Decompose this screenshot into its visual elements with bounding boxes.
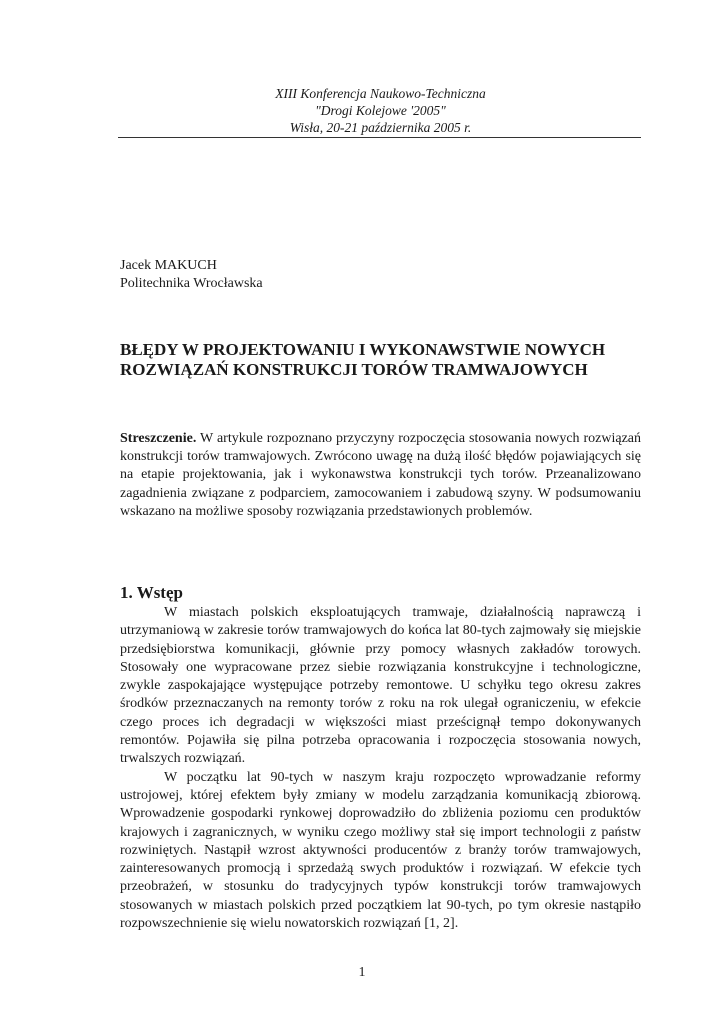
conference-place-date: Wisła, 20-21 października 2005 r.	[289, 120, 472, 135]
paper-title	[120, 340, 641, 380]
paper-title-line-1: BŁĘDY W PROJEKTOWANIU I WYKONAWSTWIE NOWYCH	[120, 340, 606, 359]
section-body	[120, 604, 641, 933]
conference-edition: "Drogi Kolejowe '2005"	[315, 103, 446, 118]
paper-title-line-2: ROZWIĄZAŃ KONSTRUKCJI TORÓW TRAMWAJOWYCH	[120, 360, 588, 379]
author-block	[120, 257, 263, 293]
header-rule	[118, 137, 641, 138]
abstract-text: W artykule rozpoznano przyczyny rozpoczęcia stosowania nowych rozwiązań konstrukcji torów tramwajowych. Zwrócono uwagę na dużą ilość błędów pojawiających się na etapie projektowania, jak i wykonawstwa konstrukcji tych torów. Przeanalizowano zagadnienia związane z podparciem, zamocowaniem i zabudową szyny. W podsumowaniu wskazano na możliwe sposoby rozwiązania przedstawionych problemów.	[120, 431, 642, 519]
conference-header	[120, 85, 641, 136]
abstract-label: Streszczenie.	[120, 431, 197, 446]
conference-name: XIII Konferencja Naukowo-Techniczna	[275, 86, 486, 101]
section-heading: 1. Wstęp	[120, 583, 183, 602]
page-number: 1	[358, 965, 366, 980]
abstract	[120, 430, 641, 521]
author-affiliation: Politechnika Wrocławska	[120, 276, 263, 291]
author-name: Jacek MAKUCH	[120, 258, 217, 273]
body-paragraph: W miastach polskich eksploatujących tramwaje, działalnością naprawczą i utrzymaniową w zakresie torów tramwajowych do końca lat 80-tych zajmowały się miejskie przedsiębiorstwa komunikacji, głównie przy pomocy własnych zakładów torowych. Stosowały one wypracowane przez siebie rozwiązania konstrukcyjne i technologiczne, zwykle zaspokajające występujące potrzeby remontowe. U schyłku tego okresu zakres środków przeznaczanych na remonty torów z roku na rok ulegał ograniczeniu, w efekcie czego proces ich degradacji w większości miast prześcignął tempo dokonywanych remontów. Pojawiła się pilna potrzeba opracowania i rozpoczęcia stosowania nowych, trwalszych rozwiązań.	[120, 605, 641, 767]
body-paragraph: W początku lat 90-tych w naszym kraju rozpoczęto wprowadzanie reformy ustrojowej, której efektem były zmiany w modelu zarządzania komunikacją zbiorową. Wprowadzenie gospodarki rynkowej doprowadziło do zbliżenia poziomu cen produktów krajowych i zagranicznych, w wyniku czego możliwy stał się import technologii z państw rozwiniętych. Nastąpił wzrost aktywności producentów z branży torów tramwajowych, zainteresowanych promocją i sprzedażą swych produktów i rozwiązań. W efekcie tych przeobrażeń, w stosunku do tradycyjnych typów konstrukcji torów tramwajowych stosowanych w miastach polskich przed początkiem lat 90-tych, po tym okresie nastąpiło rozpowszechnienie się wielu nowatorskich rozwiązań [1, 2].	[120, 769, 641, 932]
